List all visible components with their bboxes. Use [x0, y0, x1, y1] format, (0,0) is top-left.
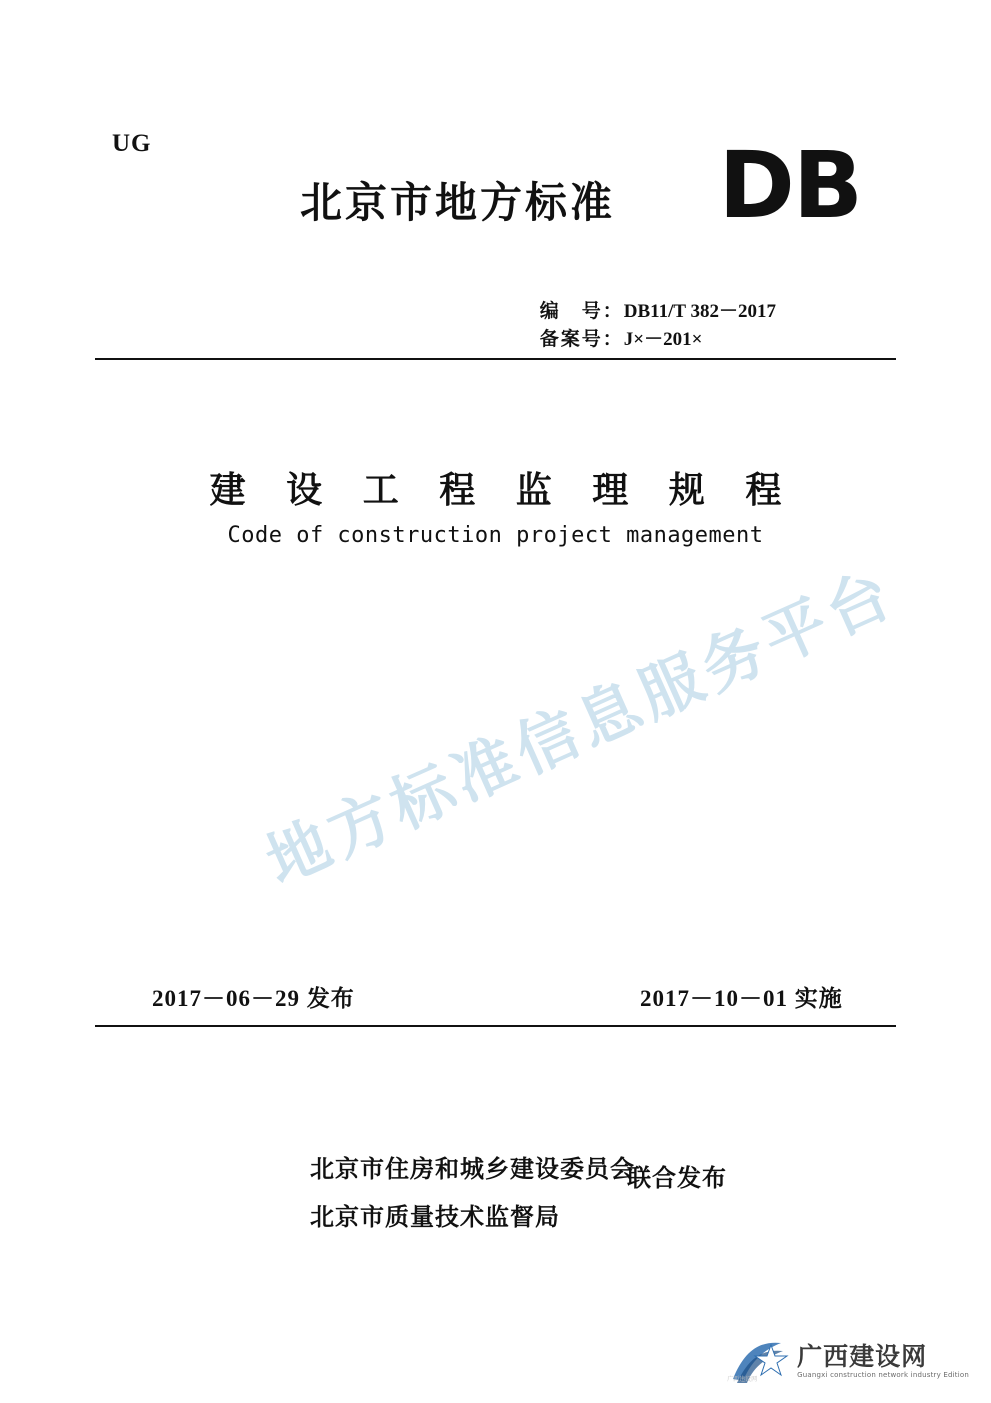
- record-number-label: 备案号：: [539, 329, 624, 350]
- document-title-chinese: 建 设 工 程 监 理 规 程: [209, 470, 796, 511]
- standard-code-label: 编 号：: [539, 301, 624, 322]
- publisher-line-1: 北京市住房和城乡建设委员会: [310, 1155, 635, 1183]
- corner-logo-name-en: Guangxi construction network industry Edition: [797, 1371, 969, 1380]
- corner-logo-watermark: 广西建设网: [727, 1376, 758, 1383]
- standard-code-line: [540, 298, 776, 326]
- publisher-block: [310, 1145, 635, 1241]
- standard-code-value: DB11/T 382－2017: [623, 301, 776, 322]
- star-icon: [727, 1339, 789, 1385]
- joint-issue-label: 联合发布: [627, 1164, 727, 1192]
- effective-date: 2017－10－01 实施: [640, 986, 843, 1011]
- record-number-line: [540, 326, 776, 354]
- ug-mark: UG: [112, 130, 152, 157]
- standard-code-block: [540, 298, 776, 354]
- watermark-text: 地方标准信息服务平台: [255, 555, 907, 899]
- db-logo: DB: [718, 132, 861, 239]
- corner-logo-name-cn: 广西建设网: [797, 1342, 928, 1372]
- corner-logo-text: [797, 1344, 969, 1380]
- document-title-english: Code of construction project management: [227, 523, 764, 548]
- record-number-value: J×－201×: [623, 329, 703, 350]
- footer-divider: [95, 1025, 896, 1027]
- standard-title: 北京市地方标准: [300, 178, 616, 227]
- header-divider: [95, 358, 896, 360]
- corner-logo: [727, 1339, 969, 1385]
- publisher-line-2: 北京市质量技术监督局: [310, 1203, 560, 1231]
- issue-date: 2017－06－29 发布: [152, 986, 355, 1011]
